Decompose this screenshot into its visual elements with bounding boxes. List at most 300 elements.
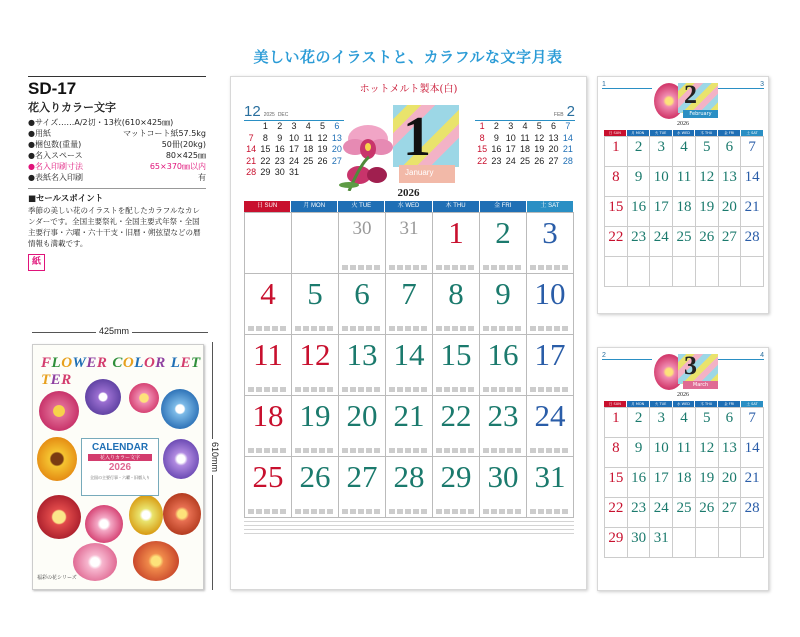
thumb-weekday-label: 金 FRI	[718, 130, 741, 136]
thumb-day: 20	[719, 197, 742, 227]
thumb-day: 16	[628, 468, 651, 498]
thumb-day: 9	[628, 167, 651, 197]
thumb-day: 11	[673, 438, 696, 468]
thumb-day: 21	[741, 197, 764, 227]
flower-illustration	[161, 389, 199, 429]
height-label: 610mm	[210, 439, 220, 475]
mini-day: 22	[260, 155, 271, 166]
spec-row	[28, 117, 206, 128]
thumb-month-grid	[604, 401, 764, 558]
mini-day: 25	[303, 155, 314, 166]
spec-row	[28, 139, 206, 150]
thumb-day: 20	[719, 468, 742, 498]
spec-label: ●名入印刷寸法	[28, 162, 83, 171]
mini-day: 15	[260, 144, 271, 154]
thumb-day: 9	[628, 438, 651, 468]
cover-title-letter: O	[143, 355, 156, 371]
cover-note: 全国の主要行事・六曜・旧暦入り	[90, 475, 150, 480]
thumb-day: 19	[696, 468, 719, 498]
day-note	[295, 509, 333, 514]
day-note	[483, 326, 521, 331]
spec-label: ●梱包数(重量)	[28, 140, 82, 149]
prev-month-year: 2025	[263, 112, 275, 118]
day-number: 19	[299, 398, 331, 433]
mini-day: 6	[551, 121, 557, 131]
day-number: 31	[534, 459, 566, 494]
day-cell	[527, 457, 574, 518]
day-note	[530, 265, 568, 270]
thumb-mini-prev-number: 2	[602, 352, 606, 359]
product-name: 花入りカラー文字	[28, 101, 116, 114]
cover-title-letter: E	[50, 372, 62, 388]
thumb-month-grid	[604, 130, 764, 287]
day-cell	[433, 396, 480, 457]
thumb-day: 1	[605, 137, 628, 167]
flower-illustration	[85, 379, 121, 415]
day-cell	[245, 457, 292, 518]
day-note	[295, 387, 333, 392]
mini-day: 21	[562, 144, 573, 154]
day-number: 1	[448, 215, 464, 250]
thumb-day: 8	[605, 438, 628, 468]
mini-day: 27	[331, 155, 342, 166]
cover-subtitle: 花入りカラー文字	[88, 454, 152, 461]
spec-value: 50冊(20kg)	[161, 140, 206, 149]
mini-day	[301, 167, 315, 179]
day-note	[342, 448, 380, 453]
day-cell	[433, 274, 480, 335]
thumb-month-number: 3	[684, 351, 697, 380]
day-number: 3	[542, 215, 558, 250]
day-number: 15	[440, 337, 472, 372]
mini-day: 27	[548, 155, 559, 166]
day-note	[389, 326, 427, 331]
mini-day: 12	[317, 132, 328, 143]
footer-fine-print	[244, 521, 574, 537]
thumb-mini-next-number: 3	[760, 81, 764, 88]
thumb-day: 7	[741, 408, 764, 438]
day-cell	[245, 274, 292, 335]
width-label: 425mm	[96, 326, 132, 336]
day-cells	[244, 212, 574, 518]
cover-title-letter: W	[72, 355, 87, 371]
thumb-day	[673, 528, 696, 558]
spec-value: 65×370㎜以内	[149, 162, 206, 171]
thumb-weekday-label: 火 TUE	[650, 130, 673, 136]
flower-illustration	[163, 439, 199, 479]
mini-day: 14	[562, 132, 573, 143]
day-note	[436, 448, 474, 453]
mini-day	[244, 121, 258, 133]
mini-day: 9	[277, 132, 283, 143]
thumb-day: 3	[650, 408, 673, 438]
thumb-day: 26	[696, 227, 719, 257]
thumb-day: 12	[696, 167, 719, 197]
mini-day: 25	[519, 155, 530, 166]
mini-day: 29	[260, 167, 271, 177]
thumb-day: 27	[719, 498, 742, 528]
thumb-day: 17	[650, 197, 673, 227]
thumb-day: 23	[628, 227, 651, 257]
mini-day: 30	[274, 167, 285, 177]
day-number: 31	[399, 218, 419, 239]
prev-month-grid	[244, 120, 344, 179]
day-note	[436, 326, 474, 331]
day-number: 10	[534, 276, 566, 311]
day-number: 29	[440, 459, 472, 494]
spec-row	[28, 128, 206, 139]
mini-day: 3	[291, 121, 297, 131]
thumb-day: 4	[673, 408, 696, 438]
day-note	[342, 509, 380, 514]
cover-title-letter: O	[122, 355, 135, 371]
thumb-year: 2026	[677, 121, 689, 127]
cover-title-letter: T	[41, 372, 51, 388]
day-cell	[386, 335, 433, 396]
mini-day: 13	[331, 132, 342, 143]
binding-label: ホットメルト製本(白)	[359, 84, 458, 95]
day-note	[295, 448, 333, 453]
day-note	[295, 326, 333, 331]
mini-day: 17	[288, 144, 299, 154]
day-cell	[480, 457, 527, 518]
thumb-day	[719, 257, 742, 287]
day-number: 28	[393, 459, 425, 494]
mini-day: 14	[246, 144, 257, 154]
thumb-day: 18	[673, 197, 696, 227]
thumb-day: 24	[650, 227, 673, 257]
day-cell	[527, 213, 574, 274]
weekday-label: 日 SUN	[244, 201, 291, 212]
mini-day: 31	[288, 167, 299, 177]
day-number: 11	[253, 337, 283, 372]
day-cell	[480, 213, 527, 274]
thumb-weekday-header	[604, 401, 764, 407]
day-number: 5	[307, 276, 323, 311]
day-cell	[245, 213, 292, 274]
day-cell	[339, 335, 386, 396]
day-cell	[480, 274, 527, 335]
day-number: 30	[487, 459, 519, 494]
day-note	[436, 509, 474, 514]
mini-day: 5	[536, 121, 542, 131]
weekday-label: 土 SAT	[527, 201, 574, 212]
spec-value: 有	[198, 173, 206, 182]
thumb-mini-grid	[602, 359, 652, 360]
day-cell	[292, 335, 339, 396]
cover-footer: 福彩の花シリーズ	[37, 575, 77, 581]
thumbnail-february	[597, 76, 769, 314]
thumb-day: 6	[719, 408, 742, 438]
day-cell	[386, 213, 433, 274]
mini-day: 17	[505, 144, 516, 154]
cover-label-box	[81, 438, 159, 496]
month-name: January	[405, 168, 434, 177]
day-note	[342, 326, 380, 331]
flower-illustration	[129, 495, 163, 535]
day-note	[483, 265, 521, 270]
thumb-mini-next-number: 4	[760, 352, 764, 359]
cover-title-letter: R	[155, 355, 166, 371]
thumb-day-cells	[604, 136, 764, 287]
month-number: 1	[403, 106, 431, 168]
day-cell	[386, 274, 433, 335]
thumb-day: 14	[741, 167, 764, 197]
thumb-day	[696, 257, 719, 287]
spec-label: ●名入スペース	[28, 151, 83, 160]
day-number: 27	[346, 459, 378, 494]
spec-label: ●表紙名入印刷	[28, 173, 83, 182]
thumb-mini-next	[714, 352, 764, 360]
sales-text: 季節の美しい花のイラストを配したカラフルなカレンダーです。全国主要祭礼・全国主要式年祭・全国主要行事・六曜・六十干支・旧暦・朔弦望などの暦情報も満載です。	[28, 206, 201, 248]
day-note	[483, 448, 521, 453]
paper-badge: 紙	[28, 254, 45, 271]
thumb-mini-grid	[714, 88, 764, 89]
mini-day: 10	[288, 132, 299, 143]
mini-day: 28	[246, 167, 257, 177]
day-cell	[292, 213, 339, 274]
mini-day: 23	[274, 155, 285, 166]
cover-title-letter: F	[41, 355, 52, 371]
day-note	[483, 387, 521, 392]
thumb-weekday-label: 日 SUN	[604, 401, 627, 407]
calendar-year: 2026	[397, 187, 420, 199]
mini-day: 21	[246, 155, 257, 166]
mini-day: 15	[477, 144, 488, 154]
day-number: 18	[252, 398, 284, 433]
thumb-month-name: February	[683, 110, 718, 118]
mini-day: 7	[565, 121, 571, 131]
day-number: 16	[487, 337, 519, 372]
next-month-number: 2	[566, 103, 575, 120]
day-number: 24	[534, 398, 566, 433]
day-number: 26	[299, 459, 331, 494]
cover-title-letter: L	[51, 355, 62, 371]
thumb-day: 3	[650, 137, 673, 167]
spec-label: ●用紙	[28, 129, 51, 138]
day-cell	[433, 335, 480, 396]
day-cell	[245, 335, 292, 396]
thumb-day: 25	[673, 227, 696, 257]
day-note	[342, 387, 380, 392]
spec-row	[28, 161, 206, 172]
day-cell	[339, 396, 386, 457]
mini-day: 26	[534, 155, 545, 166]
day-cell	[527, 396, 574, 457]
day-number: 9	[495, 276, 511, 311]
mini-day: 6	[334, 121, 340, 131]
mini-day: 20	[331, 144, 342, 154]
thumb-day: 31	[650, 528, 673, 558]
thumb-mini-prev	[602, 81, 652, 89]
mini-day: 10	[505, 132, 516, 143]
day-cell	[433, 213, 480, 274]
day-number: 14	[393, 337, 425, 372]
thumb-day	[696, 528, 719, 558]
thumb-weekday-label: 月 MON	[627, 401, 650, 407]
cover-title	[41, 355, 203, 389]
thumb-day: 6	[719, 137, 742, 167]
thumb-weekday-label: 水 WED	[673, 130, 696, 136]
mini-day: 20	[548, 144, 559, 154]
mini-day: 11	[303, 132, 313, 143]
cover-title-letter: E	[86, 355, 97, 371]
mini-day: 13	[548, 132, 559, 143]
product-cover-image	[32, 344, 204, 590]
main-calendar-page	[230, 76, 587, 590]
flower-illustration	[129, 383, 159, 413]
flower-illustration	[85, 505, 123, 543]
day-number: 4	[260, 276, 276, 311]
thumb-weekday-label: 日 SUN	[604, 130, 627, 136]
spec-rows	[28, 117, 206, 183]
weekday-label: 火 TUE	[338, 201, 385, 212]
cover-title-letter: L	[170, 355, 181, 371]
day-number: 8	[448, 276, 464, 311]
mini-day: 1	[262, 121, 268, 131]
flower-illustration	[37, 437, 77, 481]
day-note	[530, 387, 568, 392]
thumb-day: 1	[605, 408, 628, 438]
thumb-day: 27	[719, 227, 742, 257]
flower-illustration	[73, 543, 117, 581]
spec-value: マットコート紙57.5kg	[123, 129, 206, 138]
day-note	[248, 448, 286, 453]
day-cell	[339, 213, 386, 274]
thumb-mini-next	[714, 81, 764, 89]
mini-calendar-prev	[244, 103, 344, 179]
thumb-day: 5	[696, 408, 719, 438]
day-cell	[433, 457, 480, 518]
flower-illustration	[133, 541, 179, 581]
thumb-day: 5	[696, 137, 719, 167]
thumb-day: 28	[741, 227, 764, 257]
mini-day: 24	[288, 155, 299, 166]
day-cell	[339, 274, 386, 335]
day-cell	[527, 335, 574, 396]
mini-day: 9	[493, 132, 499, 143]
thumb-day: 26	[696, 498, 719, 528]
product-code: SD-17	[28, 76, 206, 99]
mini-day: 4	[305, 121, 311, 131]
day-number: 2	[495, 215, 511, 250]
thumb-day: 15	[605, 468, 628, 498]
thumb-mini-grid	[714, 359, 764, 360]
next-month-grid	[475, 120, 575, 167]
day-cell	[339, 457, 386, 518]
thumb-day: 29	[605, 528, 628, 558]
thumb-day: 30	[628, 528, 651, 558]
day-cell	[245, 396, 292, 457]
thumb-mini-grid	[602, 88, 652, 89]
cover-title-letter: R	[61, 372, 72, 388]
mini-day: 22	[477, 155, 488, 166]
day-number: 22	[440, 398, 472, 433]
thumb-weekday-label: 木 THU	[695, 130, 718, 136]
day-number: 6	[354, 276, 370, 311]
day-cell	[480, 396, 527, 457]
thumb-weekday-label: 土 SAT	[741, 130, 764, 136]
day-note	[530, 448, 568, 453]
thumb-weekday-label: 木 THU	[695, 401, 718, 407]
day-number: 21	[393, 398, 425, 433]
day-note	[248, 387, 286, 392]
day-cell	[292, 396, 339, 457]
weekday-header	[244, 201, 574, 212]
thumb-day: 21	[741, 468, 764, 498]
day-number: 7	[401, 276, 417, 311]
thumb-year: 2026	[677, 392, 689, 398]
thumb-day: 23	[628, 498, 651, 528]
day-number: 30	[352, 218, 372, 239]
thumb-day-cells	[604, 407, 764, 558]
thumb-day: 22	[605, 227, 628, 257]
mini-day: 3	[508, 121, 514, 131]
mini-day: 8	[262, 132, 268, 143]
spec-value: 80×425㎜	[165, 151, 206, 160]
day-number: 17	[534, 337, 566, 372]
thumb-mini-prev	[602, 352, 652, 360]
thumb-day: 2	[628, 408, 651, 438]
thumb-day: 13	[719, 167, 742, 197]
width-dimension	[32, 327, 208, 339]
mini-day: 16	[274, 144, 285, 154]
thumb-day: 10	[650, 167, 673, 197]
mini-day: 19	[534, 144, 545, 154]
headline: 美しい花のイラストと、カラフルな文字月表	[253, 48, 563, 66]
day-cell	[386, 396, 433, 457]
prev-month-label: DEC	[277, 112, 289, 118]
thumb-day: 19	[696, 197, 719, 227]
day-number: 23	[487, 398, 519, 433]
mini-day: 18	[303, 144, 314, 154]
thumb-day	[650, 257, 673, 287]
mini-day: 23	[491, 155, 502, 166]
cover-title-letter: E	[180, 355, 191, 371]
mini-day: 24	[505, 155, 516, 166]
day-number: 12	[299, 337, 331, 372]
day-number: 25	[252, 459, 284, 494]
day-note	[436, 265, 474, 270]
cover-title-letter: C	[112, 355, 123, 371]
cover-title-letter: O	[61, 355, 73, 371]
thumb-day	[605, 257, 628, 287]
mini-day: 26	[317, 155, 328, 166]
thumb-day: 15	[605, 197, 628, 227]
thumb-day	[628, 257, 651, 287]
thumb-day: 13	[719, 438, 742, 468]
thumb-day: 12	[696, 438, 719, 468]
day-number: 20	[346, 398, 378, 433]
thumb-day: 2	[628, 137, 651, 167]
next-month-label: FEB	[553, 112, 564, 118]
thumb-day	[741, 257, 764, 287]
day-note	[342, 265, 380, 270]
thumb-day: 7	[741, 137, 764, 167]
thumb-day: 17	[650, 468, 673, 498]
thumb-day: 14	[741, 438, 764, 468]
day-note	[530, 326, 568, 331]
weekday-label: 水 WED	[385, 201, 432, 212]
thumb-month-name: March	[683, 381, 718, 389]
weekday-label: 金 FRI	[480, 201, 527, 212]
thumb-weekday-header	[604, 130, 764, 136]
day-note	[483, 509, 521, 514]
thumb-day: 11	[673, 167, 696, 197]
day-cell	[292, 457, 339, 518]
month-header-block	[373, 105, 457, 185]
day-cell	[386, 457, 433, 518]
